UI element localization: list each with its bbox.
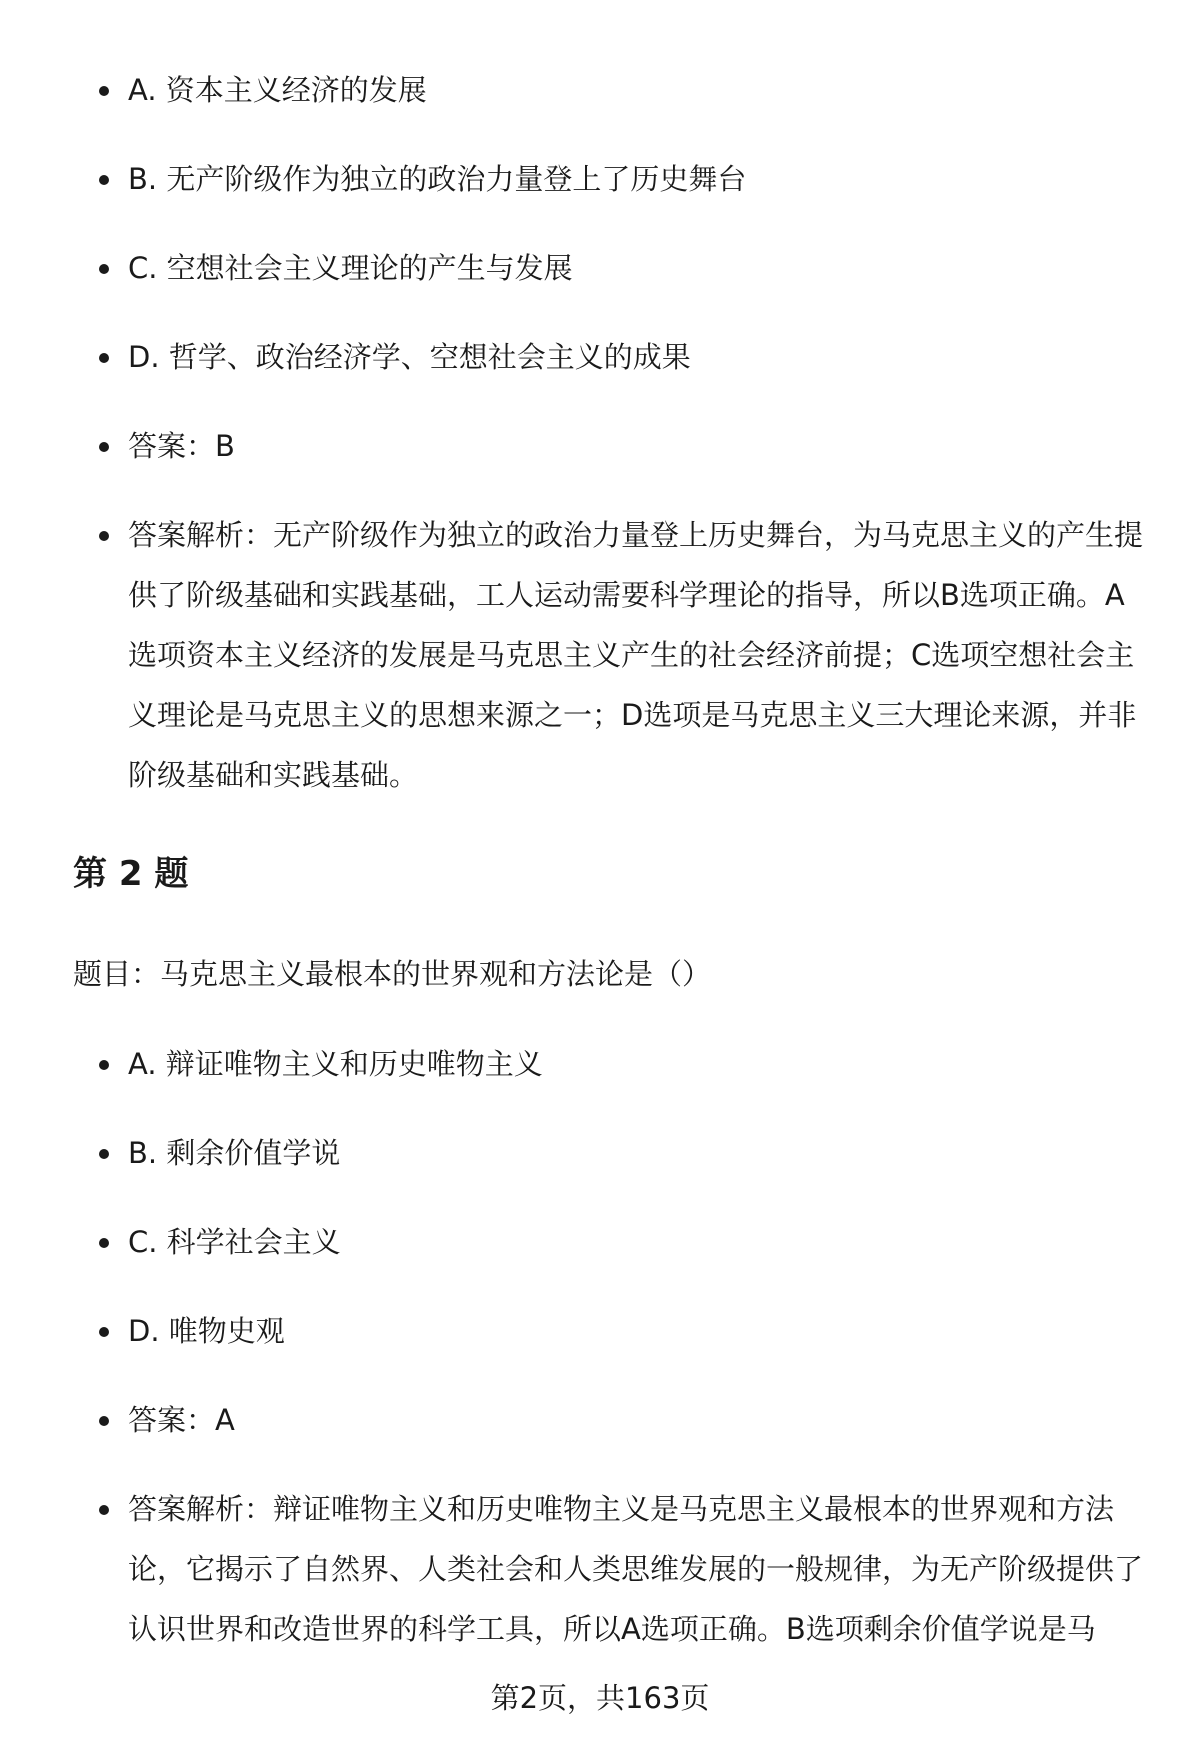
q1-explanation: 答案解析：无产阶级作为独立的政治力量登上历史舞台，为马克思主义的产生提供了阶级基础和实践基础，工人运动需要科学理论的指导，所以B选项正确。A选项资本主义经济的发展是马克思主义产生的社会经济前提；C选项空想社会主义理论是马克思主义的思想来源之一；D选项是马克思主义三大理论来源，并非阶级基础和实践基础。 [0, 505, 1200, 805]
q2-option-a: A. 辩证唯物主义和历史唯物主义 [0, 1034, 1200, 1094]
q1-option-d: D. 哲学、政治经济学、空想社会主义的成果 [0, 327, 1200, 387]
q2-explanation: 答案解析：辩证唯物主义和历史唯物主义是马克思主义最根本的世界观和方法论，它揭示了自然界、人类社会和人类思维发展的一般规律，为无产阶级提供了认识世界和改造世界的科学工具，所以A选项正确。B选项剩余价值学说是马 [0, 1479, 1200, 1659]
q1-option-a: A. 资本主义经济的发展 [0, 60, 1200, 120]
q2-option-b: B. 剩余价值学说 [0, 1123, 1200, 1183]
q1-option-list [0, 60, 1200, 834]
q2-question: 题目：马克思主义最根本的世界观和方法论是（） [73, 957, 712, 991]
q2-option-list [0, 1034, 1200, 1688]
q1-option-b: B. 无产阶级作为独立的政治力量登上了历史舞台 [0, 149, 1200, 209]
q2-option-c: C. 科学社会主义 [0, 1212, 1200, 1272]
q1-option-c: C. 空想社会主义理论的产生与发展 [0, 238, 1200, 298]
q1-answer: 答案：B [0, 416, 1200, 476]
q2-heading: 第 2 题 [73, 854, 189, 894]
q2-option-d: D. 唯物史观 [0, 1301, 1200, 1361]
q2-answer: 答案：A [0, 1390, 1200, 1450]
page-indicator: 第2页，共163页 [490, 1681, 710, 1715]
